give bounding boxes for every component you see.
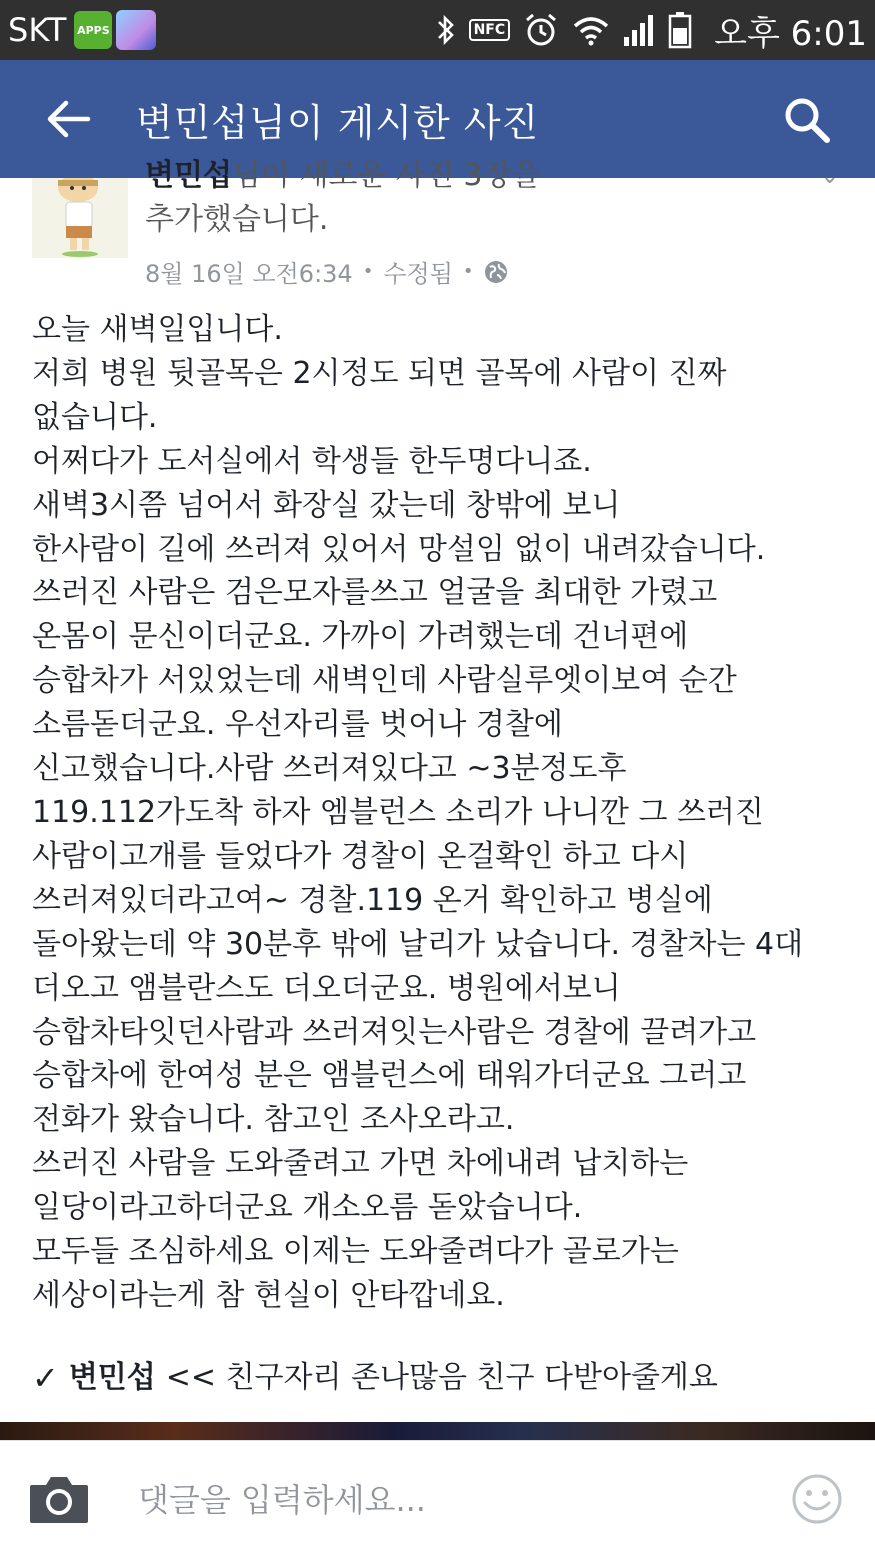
- post-body-line: 어쩌다가 도서실에서 학생들 한두명다니죠.: [32, 443, 592, 479]
- smiley-icon: [791, 1473, 843, 1525]
- post-body-line: 소름돋더군요. 우선자리를 벗어나 경찰에: [32, 707, 563, 743]
- search-icon: [783, 96, 833, 146]
- photo-preview[interactable]: [0, 1422, 875, 1440]
- status-icons: [435, 6, 867, 55]
- nfc-icon: NFC: [469, 19, 511, 41]
- page-title: 변민섭님이 게시한 사진: [136, 100, 540, 145]
- post-header-text: [145, 154, 665, 242]
- post-body-line: 119.112가도착 하자 엠블런스 소리가 나니깐 그 쓰러진: [32, 794, 764, 830]
- alarm-icon: [522, 11, 560, 49]
- checkmark-icon: ✓: [32, 1359, 59, 1397]
- globe-icon: [484, 260, 508, 284]
- signal-icon: [622, 13, 656, 47]
- header-action-line2: 추가했습니다.: [145, 202, 329, 237]
- clock: 오후 6:01: [714, 13, 867, 54]
- post-body-line: 모두들 조심하세요 이제는 도와줄려다가 골로가는: [32, 1234, 679, 1270]
- post-body-line: 새벽3시쯤 넘어서 화장실 갔는데 창밖에 보니: [32, 487, 621, 523]
- separator-dot: •: [362, 261, 374, 282]
- post-body-line: 쓰러진 사람은 검은모자를쓰고 얼굴을 최대한 가렸고: [32, 575, 718, 611]
- post-body-line: 돌아왔는데 약 30분후 밖에 날리가 났습니다. 경찰차는 4대: [32, 926, 804, 962]
- apps-label: APPS: [77, 23, 110, 37]
- post-body-line: 더오고 앰블란스도 더오더군요. 병원에서보니: [32, 970, 621, 1006]
- post-body-line: 쓰러져있더라고여~ 경찰.119 온거 확인하고 병실에: [32, 882, 713, 918]
- post-options-icon[interactable]: ⌄: [820, 164, 839, 189]
- post-body-line: 쓰러진 사람을 도와줄려고 가면 차에내려 납치하는: [32, 1146, 689, 1182]
- post-body-line: 사람이고개를 들었다가 경찰이 온걸확인 하고 다시: [32, 838, 689, 874]
- post-body-line: 전화가 왔습니다. 참고인 조사오라고.: [32, 1102, 515, 1138]
- post-signature: [32, 1356, 718, 1400]
- back-arrow-icon: [44, 99, 92, 139]
- post-date[interactable]: 8월 16일 오전6:34: [145, 260, 353, 288]
- post-body-line: 온몸이 문신이더군요. 가까이 가려했는데 건너편에: [32, 619, 689, 655]
- post-body-line: 저희 병원 뒷골목은 2시정도 되면 골목에 사람이 진짜: [32, 355, 727, 391]
- camera-icon: [28, 1473, 90, 1525]
- edited-label[interactable]: 수정됨: [383, 260, 453, 288]
- post-body: [32, 308, 862, 1318]
- wifi-icon: [572, 14, 610, 46]
- comment-bar: [0, 1440, 875, 1557]
- post-body-line: 신고했습니다.사람 쓰러져있다고 ~3분정도후: [32, 751, 627, 787]
- signature-text: << 친구자리 존나많음 친구 다받아줄게요: [165, 1360, 718, 1395]
- camera-button[interactable]: [28, 1473, 90, 1525]
- post-header: [0, 158, 875, 298]
- emoji-button[interactable]: [791, 1473, 843, 1525]
- signature-name: 변민섭: [68, 1360, 156, 1395]
- avatar[interactable]: [32, 178, 128, 258]
- comment-input[interactable]: [136, 1469, 760, 1531]
- post-body-line: 한사람이 길에 쓰러져 있어서 망설임 없이 내려갔습니다.: [32, 531, 766, 567]
- post-body-line: 승합차가 서있었는데 새벽인데 사람실루엣이보여 순간: [32, 663, 737, 699]
- carrier-label: SKT: [8, 11, 67, 49]
- post-body-line: 오늘 새벽일입니다.: [32, 312, 283, 347]
- post-body-line: 승합차타잇던사람과 쓰러져잇는사람은 경찰에 끌려가고: [32, 1014, 757, 1050]
- post-body-line: 일당이라고하더군요 개소오름 돋았습니다.: [32, 1190, 583, 1226]
- search-button[interactable]: [783, 96, 833, 146]
- post-body-line: 세상이라는게 참 현실이 안타깝네요.: [32, 1277, 505, 1313]
- header-action: 님이 새로운 사진 3장을: [231, 158, 541, 193]
- post-body-line: 승합차에 한여성 분은 앰블런스에 태워가더군요 그러고: [32, 1058, 747, 1094]
- apps-icon: [74, 11, 112, 49]
- battery-icon: [668, 11, 692, 49]
- author-name[interactable]: 변민섭: [145, 158, 232, 193]
- status-bar: [0, 0, 875, 60]
- separator-dot: •: [462, 261, 474, 282]
- back-button[interactable]: [44, 89, 114, 149]
- bluetooth-icon: [435, 13, 457, 47]
- post-meta: [145, 254, 508, 289]
- game-app-icon: [116, 10, 156, 50]
- post-body-line: 없습니다.: [32, 399, 158, 435]
